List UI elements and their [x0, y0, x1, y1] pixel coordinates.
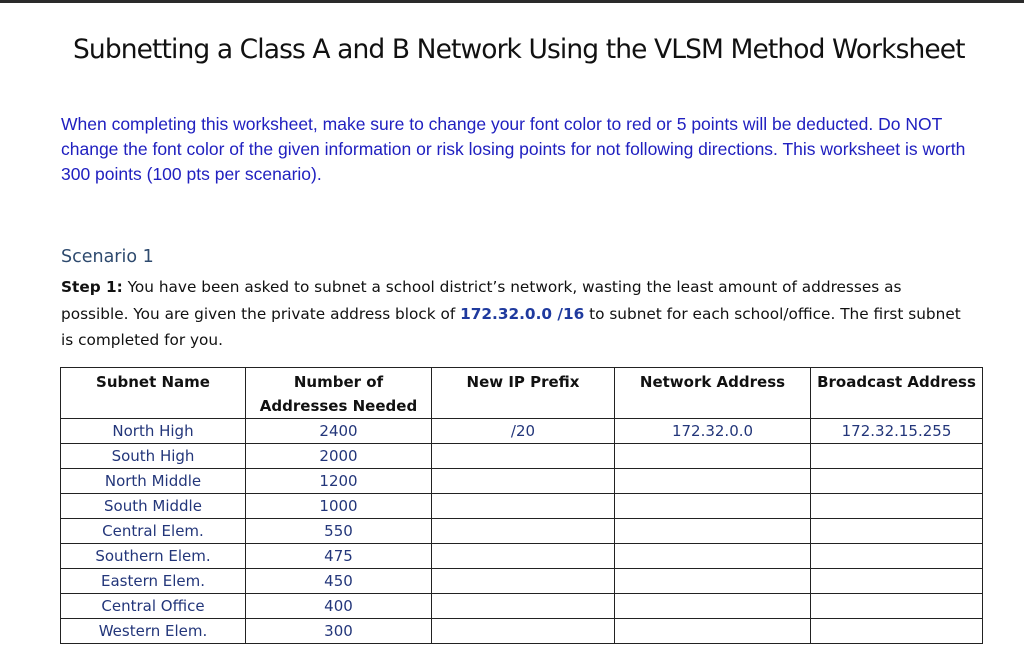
table-row — [61, 494, 983, 519]
broadcast-address-cell[interactable] — [811, 569, 983, 594]
network-address-cell[interactable]: 172.32.0.0 — [615, 419, 811, 444]
ip-prefix-cell[interactable] — [432, 594, 615, 619]
header-network-address: Network Address — [615, 368, 811, 419]
step-text-before: You have been asked to subnet a school district’s network, wasting the least amount of addresses as possible. You are given the private address block of — [61, 278, 902, 323]
broadcast-address-cell[interactable] — [811, 544, 983, 569]
network-address-cell[interactable] — [615, 619, 811, 644]
addresses-needed-cell[interactable]: 450 — [246, 569, 432, 594]
network-address-cell[interactable] — [615, 469, 811, 494]
table-row — [61, 469, 983, 494]
addresses-needed-cell[interactable]: 300 — [246, 619, 432, 644]
broadcast-address-cell[interactable] — [811, 519, 983, 544]
step-label: Step 1: — [61, 278, 123, 296]
subnet-name-cell[interactable]: South Middle — [61, 494, 246, 519]
ip-prefix-cell[interactable] — [432, 544, 615, 569]
table-row — [61, 519, 983, 544]
subnet-name-cell[interactable]: North Middle — [61, 469, 246, 494]
addresses-needed-cell[interactable]: 1000 — [246, 494, 432, 519]
ip-prefix-cell[interactable] — [432, 469, 615, 494]
table-header-row — [61, 368, 983, 419]
page-title: Subnetting a Class A and B Network Using the VLSM Method Worksheet — [73, 34, 965, 65]
network-address-cell[interactable] — [615, 444, 811, 469]
instructions-paragraph: When completing this worksheet, make sure to change your font color to red or 5 points will be deducted. Do NOT change the font color of the given information or risk losing points for not following directions. This worksheet is worth 300 points (100 pts per scenario). — [61, 114, 966, 184]
subnet-name-cell[interactable]: Central Office — [61, 594, 246, 619]
broadcast-address-cell[interactable] — [811, 594, 983, 619]
addresses-needed-cell[interactable]: 400 — [246, 594, 432, 619]
network-address-cell[interactable] — [615, 569, 811, 594]
ip-prefix-cell[interactable] — [432, 444, 615, 469]
network-address-cell[interactable] — [615, 519, 811, 544]
subnet-name-cell[interactable]: Southern Elem. — [61, 544, 246, 569]
header-new-ip-prefix: New IP Prefix — [432, 368, 615, 419]
header-addresses-needed: Number of Addresses Needed — [246, 368, 432, 419]
ip-prefix-cell[interactable]: /20 — [432, 419, 615, 444]
table-row — [61, 544, 983, 569]
top-edge-bar — [0, 0, 1024, 3]
ip-prefix-cell[interactable] — [432, 519, 615, 544]
table-row — [61, 569, 983, 594]
broadcast-address-cell[interactable] — [811, 494, 983, 519]
subnet-name-cell[interactable]: Central Elem. — [61, 519, 246, 544]
step-paragraph — [61, 274, 961, 354]
subnet-name-cell[interactable]: Western Elem. — [61, 619, 246, 644]
header-broadcast-address: Broadcast Address — [811, 368, 983, 419]
table-row — [61, 419, 983, 444]
subnet-name-cell[interactable]: Eastern Elem. — [61, 569, 246, 594]
addresses-needed-cell[interactable]: 2000 — [246, 444, 432, 469]
ip-prefix-cell[interactable] — [432, 494, 615, 519]
address-block: 172.32.0.0 /16 — [460, 304, 585, 323]
addresses-needed-cell[interactable]: 1200 — [246, 469, 432, 494]
ip-prefix-cell[interactable] — [432, 619, 615, 644]
subnet-table — [60, 367, 983, 644]
network-address-cell[interactable] — [615, 544, 811, 569]
ip-prefix-cell[interactable] — [432, 569, 615, 594]
broadcast-address-cell[interactable] — [811, 469, 983, 494]
addresses-needed-cell[interactable]: 475 — [246, 544, 432, 569]
scenario-heading: Scenario 1 — [61, 247, 154, 267]
step-text-after: to subnet for each school/office. The first subnet is completed for you. — [61, 304, 961, 349]
addresses-needed-cell[interactable]: 2400 — [246, 419, 432, 444]
header-subnet-name: Subnet Name — [61, 368, 246, 419]
table-row — [61, 619, 983, 644]
subnet-name-cell[interactable]: North High — [61, 419, 246, 444]
broadcast-address-cell[interactable]: 172.32.15.255 — [811, 419, 983, 444]
broadcast-address-cell[interactable] — [811, 444, 983, 469]
addresses-needed-cell[interactable]: 550 — [246, 519, 432, 544]
subnet-name-cell[interactable]: South High — [61, 444, 246, 469]
network-address-cell[interactable] — [615, 494, 811, 519]
broadcast-address-cell[interactable] — [811, 619, 983, 644]
network-address-cell[interactable] — [615, 594, 811, 619]
table-row — [61, 594, 983, 619]
table-row — [61, 444, 983, 469]
